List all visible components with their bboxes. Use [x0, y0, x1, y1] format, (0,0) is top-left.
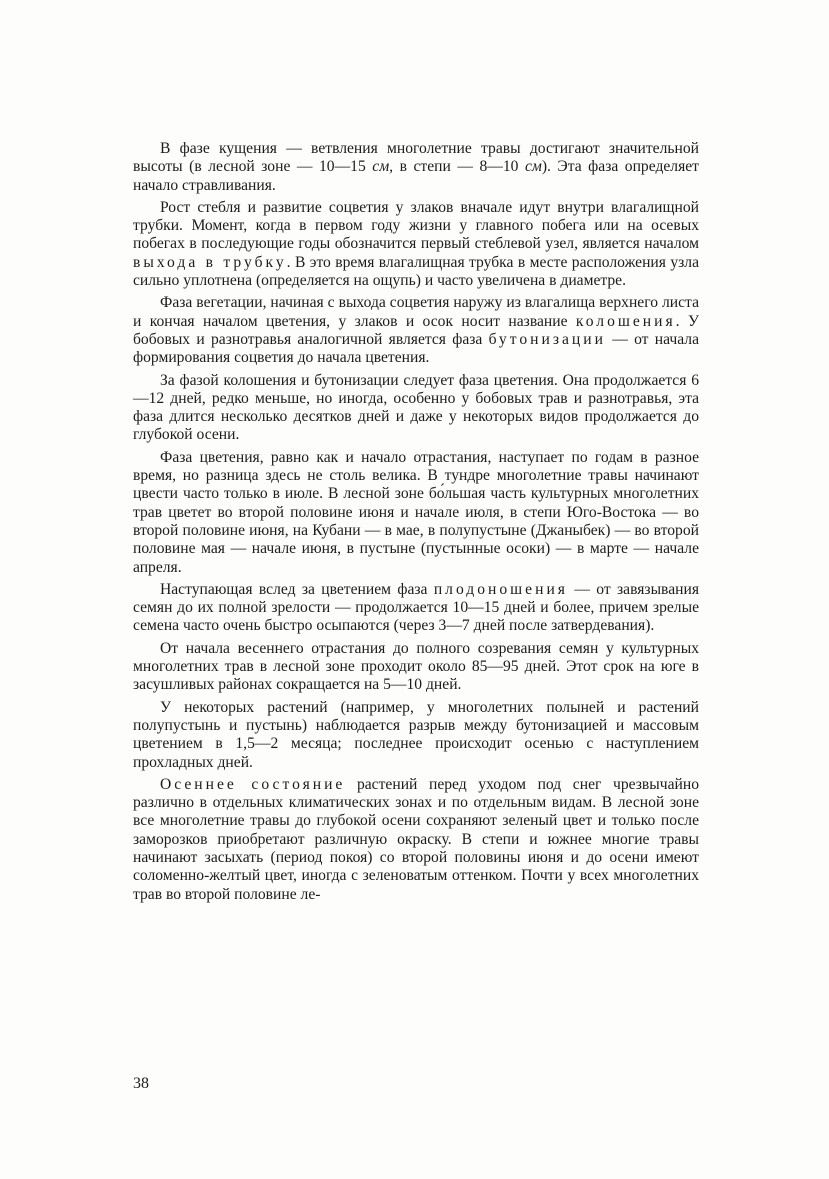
- unit-cm: см: [524, 158, 542, 176]
- text-run: От начала весеннего отрастания до полного созревания семян у культурных многолетних трав в лесной зоне проходит около 85—95 дней. Этот срок на юге в засушливых районах сокращается на 5—10 дней.: [133, 639, 699, 694]
- paragraph-ripening: [133, 640, 699, 695]
- text-run: — от начала формирования соцветия до начала цветения.: [133, 330, 699, 367]
- text-run: ). Эта фаза определяет начало стравливания.: [133, 158, 699, 194]
- text-run: Рост стебля и развитие соцветия у злаков вначале идут внутри влагалищной трубки. Момент, когда в первом году жизни у главного побега или на осевых побегах в последующие годы обозначится первый стеблевой узел, является началом: [133, 198, 699, 253]
- emphasized-term: бутонизации: [488, 330, 606, 348]
- emphasized-term: Осеннее состояние: [160, 775, 346, 793]
- text-run: в степи — 8—10: [393, 158, 525, 176]
- text-run: Фаза вегетации, начиная с выхода соцветия наружу из влагалища верхнего листа и кончая началом цветения, у злаков и осок носит название: [133, 294, 699, 330]
- page-number: 38: [133, 1075, 149, 1092]
- paragraph-tillering: [133, 140, 699, 195]
- unit-cm: см,: [372, 158, 394, 176]
- body-text: [133, 140, 699, 908]
- emphasized-term: колошения: [575, 312, 676, 330]
- paragraph-flowering-duration: [133, 372, 699, 445]
- text-run: За фазой колошения и бутонизации следует фаза цветения. Она продолжается 6—12 дней, редко меньше, но иногда, особенно у бобовых трав и разнотравья, эта фаза длится несколько десятков дней и даже у некоторых видов продолжается до глубокой осени.: [133, 371, 699, 444]
- paragraph-autumn-state: [133, 776, 699, 904]
- paragraph-fruiting: [133, 581, 699, 636]
- text-run: Наступающая вслед за цветением фаза: [160, 580, 434, 598]
- text-run: У некоторых растений (например, у многолетних полыней и растений полупустынь и пустынь) наблюдается разрыв между бутонизацией и массовым цветением в 1,5—2 месяца; последнее происходит осенью с наступлением прохладных дней.: [133, 698, 699, 771]
- paragraph-gap: [133, 699, 699, 772]
- text-run: Фаза цветения, равно как и начало отрастания, наступает по годам в разное время, но разница здесь не столь велика. В тундре многолетние травы начинают цвести часто только в июле. В лесной зоне бо́льшая часть культурных многолетних трав цветет во второй половине июня и начале июля, в степи Юго-Востока — во второй половине июня, на Кубани — в мае, в полупустыне (Джаныбек) — во второй половине мая — начале июня, в пустыне (пустынные осоки) — в марте — начале апреля.: [133, 448, 699, 576]
- paragraph-stem-growth: [133, 199, 699, 290]
- text-run: — от завязывания семян до их полной зрелости — продолжается 10—15 дней и более, причем зрелые семена часто очень быстро осыпаются (через 3—7 дней после затвердевания).: [133, 580, 699, 635]
- text-run: . У бобовых и разнотравья аналогичной является фаза: [133, 312, 699, 348]
- paragraph-flowering-timing: [133, 449, 699, 577]
- paragraph-heading-phase: [133, 294, 699, 367]
- text-run: . В это время влагалищная трубка в месте расположения узла сильно уплотнена (определяется на ощупь) и часто увеличена в диаметре.: [133, 253, 699, 290]
- emphasized-term: плодоношения: [433, 580, 568, 598]
- text-run: В фазе кущения — ветвления многолетние травы достигают значительной высоты (в лесной зоне — 10—15: [133, 140, 699, 176]
- text-run: растений перед уходом под снег чрезвычайно различно в отдельных климатических зонах и по отдельным видам. В лесной зоне все многолетние травы до глубокой осени сохраняют зеленый цвет и только после заморозков приобретают различную окраску. В степи и южнее многие травы начинают засыхать (период покоя) со второй половины июня и до осени имеют соломенно-желтый цвет, иногда с зеленоватым оттенком. Почти у всех многолетних трав во второй половине ле-: [133, 775, 699, 903]
- emphasized-term: выхода в трубку: [133, 253, 287, 271]
